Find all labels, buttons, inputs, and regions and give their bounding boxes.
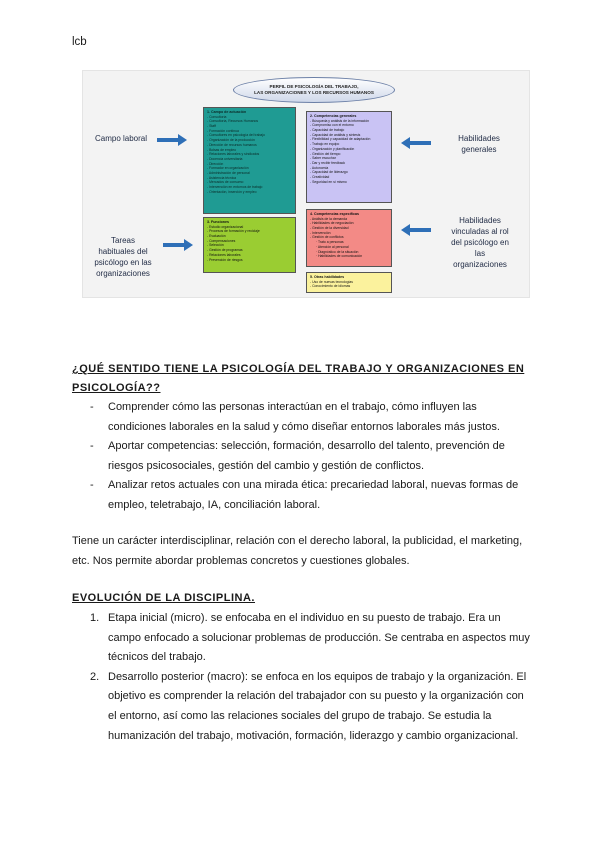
box-list-item: - Consultoría, Recursos Humanos: [207, 119, 292, 124]
box-list-item: - Capacidad de análisis y síntesis: [310, 133, 388, 138]
box-list-item: - Formador en organización: [207, 166, 292, 171]
box-list-item: - Capacidad de trabajo: [310, 128, 388, 133]
label-line: del psicólogo en: [451, 238, 509, 247]
box-list-item: - Evaluación: [207, 234, 292, 239]
box-list-item: - Habilidades de negociación: [310, 221, 388, 226]
section-title-line: PSICOLOGÍA??: [72, 382, 161, 394]
box-list-item: - Autonomía: [310, 166, 388, 171]
box-list-item: - Administración de personal: [207, 171, 292, 176]
box-list-item: - Selección: [207, 243, 292, 248]
list-item: [72, 609, 532, 668]
label-line: Habilidades: [458, 134, 500, 143]
diagram-title-line: PERFIL DE PSICOLOGÍA DEL TRABAJO,: [269, 84, 359, 89]
profile-diagram: [82, 70, 530, 298]
box-list-item: - Flexibilidad y capacidad de adaptación: [310, 137, 388, 142]
section-title-line: ¿QUÉ SENTIDO TIENE LA PSICOLOGÍA DEL TRABAJO Y ORGANIZACIONES EN: [72, 363, 525, 375]
box-list-item: - Seguridad en sí mismo: [310, 180, 388, 185]
box-list-item: - Formación continua: [207, 129, 292, 134]
box-list-item: - Procesos de formación y reciclaje: [207, 229, 292, 234]
box-list-item: - Organización de la producción: [207, 138, 292, 143]
list-item: [72, 668, 532, 746]
box-list-item: - Consultores en psicología del trabajo: [207, 133, 292, 138]
box-list-item: · Diagnóstico de la situación: [310, 250, 388, 255]
list-text: Desarrollo posterior (macro): se enfoca en los equipos de trabajo y la organización. El objetivo es comprender la relación del trabajador con su puesto y la organización con el entorno, así como las relaciones sociales del grupo de trabajo. Se estudia la humanización del trabajo, motivación, formación, liderazgo y cambio organizacional.: [108, 670, 527, 742]
box-heading: 4. Competencias específicas: [310, 212, 359, 216]
box-list-item: - Análisis de la demanda: [310, 217, 388, 222]
label-line: Habilidades: [459, 216, 501, 225]
label-line: generales: [461, 145, 497, 154]
label-line: las: [474, 249, 486, 258]
label-habilidades-vinculadas: [435, 215, 525, 270]
label-line: Tareas: [110, 236, 135, 245]
list-text: Etapa inicial (micro). se enfocaba en el individuo en su puesto de trabajo. Era un campo enfocado a solucionar problemas de producción. Se centraba en aspectos muy técnicos del trabajo.: [108, 612, 530, 664]
box-list-item: - Gestión del tiempo: [310, 152, 388, 157]
box-list-item: - Mercados de consumo: [207, 180, 292, 185]
box-list-item: - Conocimiento de idiomas: [310, 284, 388, 289]
diagram-title-line: LAS ORGANIZACIONES Y LOS RECURSOS HUMANOS: [254, 90, 374, 95]
list-item: - Comprender cómo las personas interactúan en el trabajo, cómo influyen las condiciones laborales en la salud y cómo diseñar entornos laborales más justos.: [72, 398, 532, 437]
box-list-item: - Orientación, inserción y empleo: [207, 190, 292, 195]
paragraph: Tiene un carácter interdisciplinar, relación con el derecho laboral, la publicidad, el marketing, etc. Nos permite abordar problemas concretos y cuestiones globales.: [72, 535, 523, 567]
box-list-item: - Dirección de recursos humanos: [207, 143, 292, 148]
label-habilidades-generales: [439, 133, 519, 155]
box-list-item: - Relaciones laborales y sindicatos: [207, 152, 292, 157]
box-campo-actuacion: [203, 107, 296, 214]
box-list-item: - Gestión de programas: [207, 248, 292, 253]
arrow-left-icon: [409, 141, 431, 145]
author-initials: lcb: [72, 36, 87, 48]
label-line: habituales del: [98, 247, 148, 256]
box-list-item: - Saber escuchar: [310, 156, 388, 161]
list-number: 2.: [90, 670, 100, 683]
box-funciones: [203, 217, 296, 273]
box-list-item: - Intervención: [310, 231, 388, 236]
box-list-item: - Staff: [207, 124, 292, 129]
box-list-item: - Compromiso con el entorno: [310, 123, 388, 128]
box-list-item: - Capacidad de liderazgo: [310, 170, 388, 175]
diagram-title: [233, 77, 395, 103]
box-heading: 3. Funciones: [207, 220, 229, 224]
box-competencias-generales: [306, 111, 392, 203]
box-list-item: · Atención al personal: [310, 245, 388, 250]
list-number: 1.: [90, 612, 100, 624]
box-list-item: - Docencia universitaria: [207, 157, 292, 162]
box-list-item: - Prevención de riesgos: [207, 258, 292, 263]
box-list-item: - Consultoría: [207, 115, 292, 120]
box-list-item: - Bolsas de empleo: [207, 148, 292, 153]
box-list-item: - Trabajo en equipo: [310, 142, 388, 147]
section-title: [72, 360, 532, 398]
box-list-item: · Trato a personas: [310, 240, 388, 245]
label-line: vinculadas al rol: [451, 227, 509, 236]
box-heading: 2. Competencias generales: [310, 114, 357, 118]
box-list-item: - Relaciones laborales: [207, 253, 292, 258]
label-line: psicólogo en las: [94, 258, 152, 267]
box-list-item: · Habilidades de comunicación: [310, 254, 388, 259]
box-heading: 5. Otras habilidades: [310, 275, 345, 279]
box-list-item: - Búsqueda y análisis de la información: [310, 119, 388, 124]
box-list-item: - Asistencia técnica: [207, 176, 292, 181]
bullet-list: [72, 398, 532, 516]
box-otras-habilidades: [306, 272, 392, 293]
box-list-item: - Compensaciones: [207, 239, 292, 244]
label-campo-laboral: Campo laboral: [94, 134, 148, 143]
box-list-item: - Uso de nuevas tecnologías: [310, 280, 388, 285]
label-tareas: [87, 235, 159, 279]
section-title: EVOLUCIÓN DE LA DISCIPLINA.: [72, 592, 255, 604]
arrow-right-icon: [163, 243, 185, 247]
numbered-list: [72, 609, 532, 746]
box-list-item: - Creatividad: [310, 175, 388, 180]
box-heading: 1. Campo de actuación: [207, 110, 247, 114]
list-item: - Aportar competencias: selección, formación, desarrollo del talento, prevención de riesgos psicosociales, gestión del cambio y gestión de conflictos.: [72, 437, 532, 476]
list-item: - Analizar retos actuales con una mirada ética: precariedad laboral, nuevas formas de empleo, teletrabajo, IA, conciliación laboral.: [72, 476, 532, 515]
box-list-item: - Gestión de la diversidad: [310, 226, 388, 231]
arrow-left-icon: [409, 228, 431, 232]
box-list-item: - Intervención en entornos de trabajo: [207, 185, 292, 190]
arrow-right-icon: [157, 138, 179, 142]
label-line: organizaciones: [453, 260, 507, 269]
box-list-item: - Dirección: [207, 162, 292, 167]
box-list-item: - Dar y recibir feedback: [310, 161, 388, 166]
box-list-item: - Organización y planificación: [310, 147, 388, 152]
box-competencias-especificas: [306, 209, 392, 267]
box-list-item: - Gestión de conflictos: [310, 235, 388, 240]
label-line: organizaciones: [96, 269, 150, 278]
box-list-item: - Estudio organizacional: [207, 225, 292, 230]
